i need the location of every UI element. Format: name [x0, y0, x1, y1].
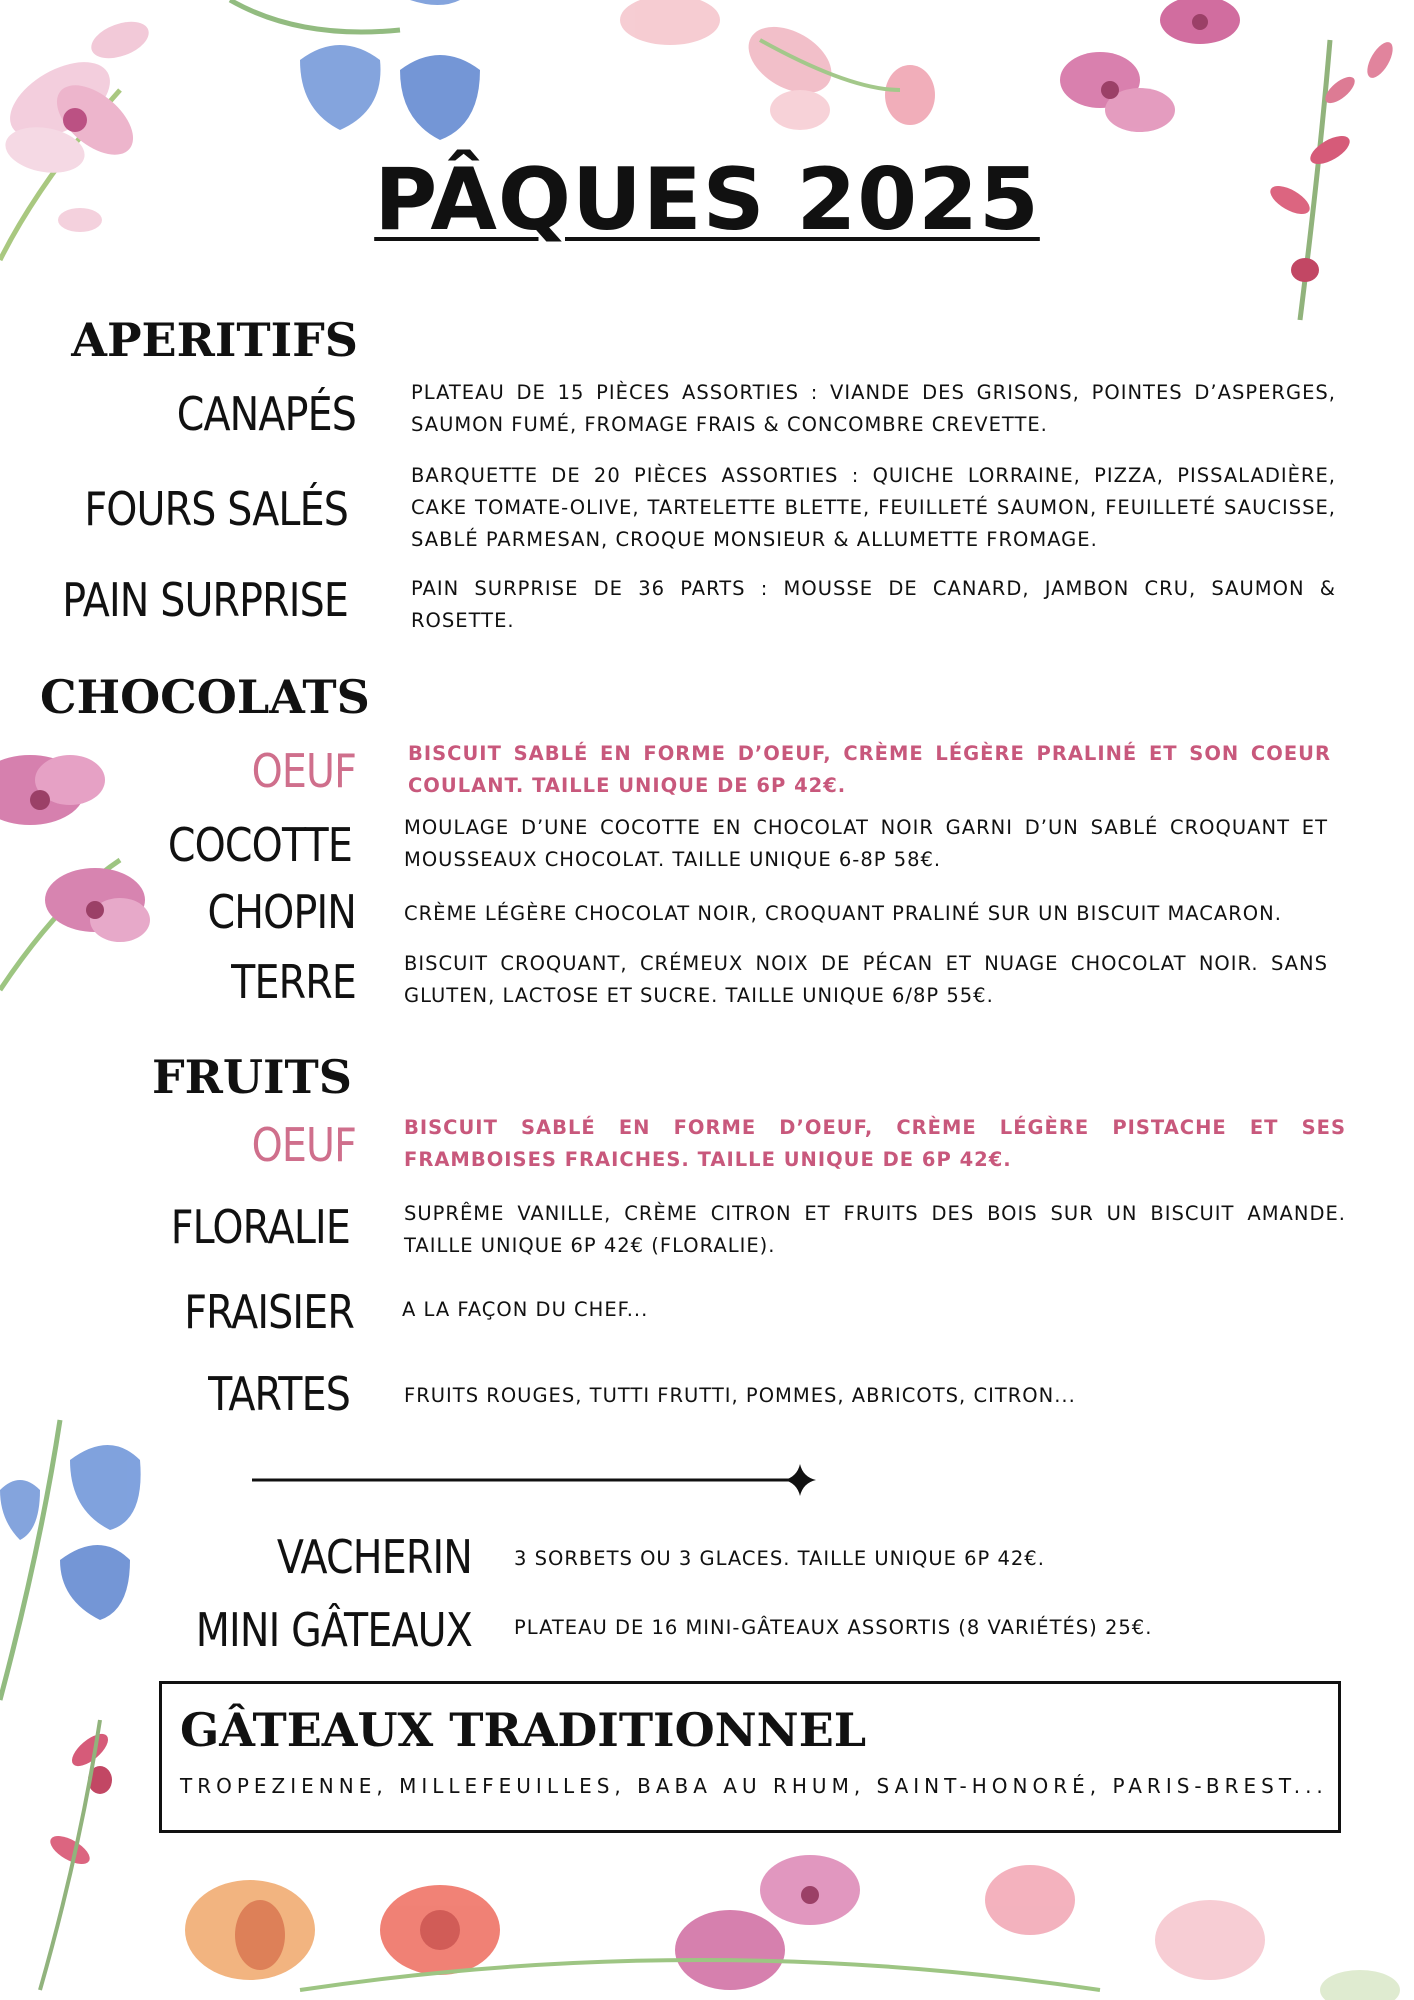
flower-top-bluebells	[230, 0, 480, 140]
item-desc-cocotte: MOULAGE D’UNE COCOTTE EN CHOCOLAT NOIR GARNI D’UN SABLÉ CROQUANT ET MOUSSEAUX CHOCOLAT. TAILLE UNIQUE 6-8P 58€.	[404, 816, 1328, 871]
section-heading-fruits: FRUITS	[152, 1050, 352, 1104]
item-desc-oeuf-chocolat: BISCUIT SABLÉ EN FORME D’OEUF, CRÈME LÉGÈRE PRALINÉ ET SON COEUR COULANT. TAILLE UNIQUE DE 6P 42€.	[408, 742, 1331, 797]
item-name-fraisier: FRAISIER	[184, 1285, 354, 1339]
item-name-terre: TERRE	[231, 955, 356, 1009]
sparkle-divider-icon	[250, 1460, 820, 1500]
item-name-vacherin: VACHERIN	[276, 1530, 472, 1584]
item-name-tartes: TARTES	[208, 1367, 350, 1421]
item-desc-vacherin: 3 SORBETS OU 3 GLACES. TAILLE UNIQUE 6P 42€.	[514, 1547, 1045, 1570]
item-name-floralie: FLORALIE	[170, 1200, 350, 1254]
item-desc-chopin: CRÈME LÉGÈRE CHOCOLAT NOIR, CROQUANT PRALINÉ SUR UN BISCUIT MACARON.	[404, 902, 1282, 925]
item-name-fours-sales: FOURS SALÉS	[84, 482, 349, 536]
traditionnel-description: TROPEZIENNE, MILLEFEUILLES, BABA AU RHUM, SAINT-HONORÉ, PARIS-BREST...	[180, 1774, 1328, 1798]
item-desc-mini-gateaux: PLATEAU DE 16 MINI-GÂTEAUX ASSORTIS (8 VARIÉTÉS) 25€.	[514, 1616, 1153, 1639]
item-desc-oeuf-fruits: BISCUIT SABLÉ EN FORME D’OEUF, CRÈME LÉGÈRE PISTACHE ET SES FRAMBOISES FRAICHES. TAILLE UNIQUE DE 6P 42€.	[404, 1116, 1346, 1171]
item-name-mini-gateaux: MINI GÂTEAUX	[195, 1603, 472, 1657]
item-desc-floralie: SUPRÊME VANILLE, CRÈME CITRON ET FRUITS DES BOIS SUR UN BISCUIT AMANDE. TAILLE UNIQUE 6P 42€ (FLORALIE).	[404, 1202, 1346, 1257]
item-desc-fours-sales: BARQUETTE DE 20 PIÈCES ASSORTIES : QUICHE LORRAINE, PIZZA, PISSALADIÈRE, CAKE TOMATE-OLIVE, TARTELETTE BLETTE, FEUILLETÉ SAUMON, FEUILLETÉ SAUCISSE, SABLÉ PARMESAN, CROQUE MONSIEUR & ALLUMETTE FROMAGE.	[411, 464, 1336, 551]
item-desc-canapes: PLATEAU DE 15 PIÈCES ASSORTIES : VIANDE DES GRISONS, POINTES D’ASPERGES, SAUMON FUMÉ, FROMAGE FRAIS & CONCOMBRE CREVETTE.	[411, 381, 1336, 436]
item-name-chopin: CHOPIN	[207, 885, 356, 939]
traditionnel-heading: GÂTEAUX TRADITIONNEL	[180, 1703, 867, 1757]
flower-bottom-row	[185, 1855, 1400, 2000]
item-name-pain-surprise: PAIN SURPRISE	[62, 573, 348, 627]
item-desc-fraisier: A LA FAÇON DU CHEF...	[402, 1298, 649, 1321]
item-name-oeuf-chocolat: OEUF	[251, 744, 356, 798]
item-desc-pain-surprise: PAIN SURPRISE DE 36 PARTS : MOUSSE DE CANARD, JAMBON CRU, SAUMON & ROSETTE.	[411, 577, 1336, 632]
section-heading-aperitifs: APERITIFS	[71, 313, 358, 367]
section-heading-chocolats: CHOCOLATS	[40, 670, 370, 724]
item-desc-tartes: FRUITS ROUGES, TUTTI FRUTTI, POMMES, ABRICOTS, CITRON...	[404, 1384, 1076, 1407]
item-desc-terre: BISCUIT CROQUANT, CRÉMEUX NOIX DE PÉCAN ET NUAGE CHOCOLAT NOIR. SANS GLUTEN, LACTOSE ET SUCRE. TAILLE UNIQUE 6/8P 55€.	[404, 952, 1328, 1007]
item-name-oeuf-fruits: OEUF	[251, 1118, 356, 1172]
flower-left-bottom	[0, 1420, 141, 1990]
item-name-cocotte: COCOTTE	[167, 818, 352, 872]
flower-top-center	[620, 0, 935, 130]
page-title: PÂQUES 2025	[374, 150, 1040, 250]
item-name-canapes: CANAPÉS	[176, 387, 356, 441]
